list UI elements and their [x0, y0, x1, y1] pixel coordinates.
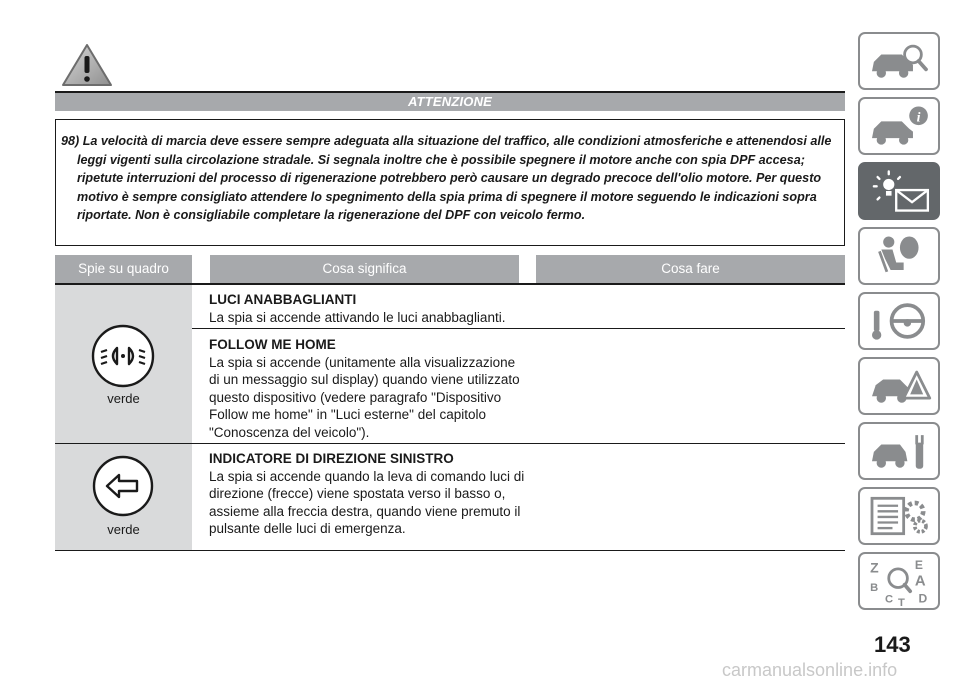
tab-car-search[interactable]	[858, 32, 940, 90]
tab-safety[interactable]	[858, 227, 940, 285]
lamp-color-label: verde	[107, 391, 140, 406]
table-row-lamp-cell	[55, 285, 192, 443]
low-beam-headlight-icon	[90, 323, 156, 389]
index-letter: E	[914, 557, 923, 572]
tab-emergency[interactable]	[858, 357, 940, 415]
tab-maintenance[interactable]	[858, 422, 940, 480]
car-emergency-icon	[860, 359, 938, 413]
table-bottom-rule	[55, 550, 845, 551]
table-row-lamp-cell	[55, 444, 192, 550]
airbag-seat-icon	[860, 229, 938, 283]
steering-wheel-key-icon	[860, 294, 938, 348]
warning-triangle-icon	[60, 42, 114, 88]
warning-box	[55, 119, 845, 246]
tab-starting-driving[interactable]	[858, 292, 940, 350]
table-row-entry	[209, 291, 529, 326]
warning-light-message-icon	[860, 164, 938, 218]
table-header-lamps: Spie su quadro	[55, 255, 192, 283]
index-letter: Z	[870, 559, 879, 576]
entry-title: LUCI ANABBAGLIANTI	[209, 292, 357, 307]
index-letter: C	[885, 593, 894, 606]
left-turn-arrow-icon	[91, 454, 155, 518]
technical-data-icon	[860, 489, 938, 543]
entry-title: FOLLOW ME HOME	[209, 337, 336, 352]
page-number: 143	[874, 632, 911, 657]
svg-text:i: i	[916, 110, 921, 126]
entry-body: La spia si accende attivando le luci anabbaglianti.	[209, 309, 506, 325]
entry-body: La spia si accende quando la leva di comando luci di direzione (frecce) viene spostata verso il basso o, assieme alla freccia destra, quando viene premuto il pulsante delle luci di emergenza.	[209, 468, 525, 537]
row-divider	[192, 328, 845, 329]
index-letter: B	[870, 582, 879, 595]
watermark: carmanualsonline.info	[722, 660, 898, 680]
index-letters-icon	[860, 554, 938, 608]
car-search-icon	[860, 34, 938, 88]
tab-technical-data[interactable]	[858, 487, 940, 545]
table-header-meaning: Cosa significa	[210, 255, 519, 283]
table-header-action: Cosa fare	[536, 255, 845, 283]
warning-header: ATTENZIONE	[55, 91, 845, 111]
lamp-color-label: verde	[107, 522, 140, 537]
entry-title: INDICATORE DI DIREZIONE SINISTRO	[209, 451, 454, 466]
warning-note: 98) La velocità di marcia deve essere sempre adeguata alla situazione del traffico, alle condizioni atmosferiche e attenendosi alle leggi vigenti sulla circolazione stradale. Si segnala inoltre che è possibile spegnere il motore anche con spia DPF accesa; ripetute interruzioni del processo di rigenerazione potrebbero però causare un degrado precoce dell'olio motore. Per questo motivo è sempre consigliato attendere lo spegnimento della spia prima di spegnere il motore seguendo le indicazioni sopra riportate. Non è consigliabile completare la rigenerazione del DPF con veicolo fermo.	[61, 134, 832, 223]
index-letter: A	[914, 573, 926, 590]
table-row-entry	[209, 450, 527, 538]
entry-body: La spia si accende (unitamente alla visualizzazione di un messaggio sul display) quando viene utilizzato questo dispositivo (vedere paragrafo "Dispositivo Follow me home" in "Luci esterne" del capitolo "Conoscenza del veicolo").	[209, 354, 520, 440]
car-info-icon	[860, 99, 938, 153]
table-row-entry	[209, 336, 527, 442]
tab-index[interactable]	[858, 552, 940, 610]
car-maintenance-icon	[860, 424, 938, 478]
tab-car-info[interactable]	[858, 97, 940, 155]
tab-warning-lights[interactable]	[858, 162, 940, 220]
index-letter: D	[918, 591, 928, 606]
index-letter: T	[898, 597, 905, 608]
